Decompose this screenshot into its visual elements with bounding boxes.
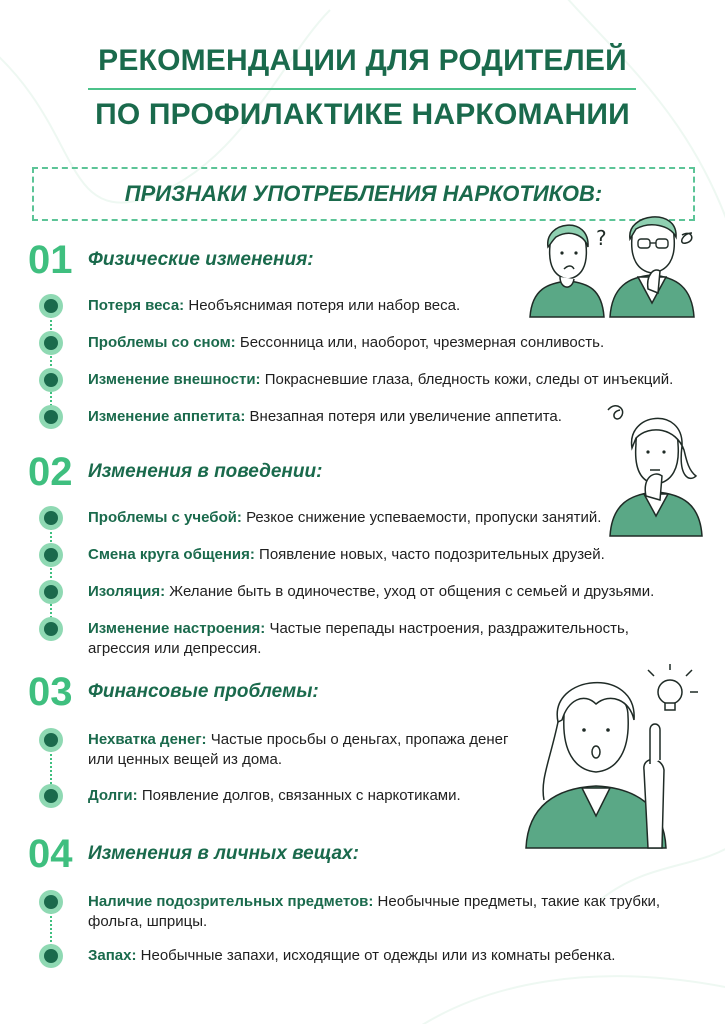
bullet-dot bbox=[39, 331, 63, 355]
thinking-woman-illustration bbox=[606, 398, 706, 538]
timeline-line bbox=[50, 912, 52, 946]
bullet-dot bbox=[39, 890, 63, 914]
banner-text: ПРИЗНАКИ УПОТРЕБЛЕНИЯ НАРКОТИКОВ: bbox=[124, 181, 603, 206]
bullet-dot bbox=[39, 543, 63, 567]
list-item: Изменение внешности: Покрасневшие глаза, бледность кожи, следы от инъекций. bbox=[88, 371, 674, 388]
bullet-dot bbox=[39, 728, 63, 752]
page-title-line-2: ПО ПРОФИЛАКТИКЕ НАРКОМАНИИ bbox=[95, 98, 630, 131]
section-number: 04 bbox=[28, 832, 73, 876]
bullet-dot bbox=[39, 944, 63, 968]
list-item: Запах: Необычные запахи, исходящие от одежды или из комнаты ребенка. bbox=[88, 947, 616, 964]
section-title: Изменения в поведении: bbox=[88, 461, 323, 482]
surprised-woman-idea-illustration bbox=[520, 660, 710, 850]
section-number: 03 bbox=[28, 670, 73, 714]
bullet-dot bbox=[39, 294, 63, 318]
section-title: Физические изменения: bbox=[88, 249, 314, 270]
page-title-line-1: РЕКОМЕНДАЦИИ ДЛЯ РОДИТЕЛЕЙ bbox=[98, 44, 627, 77]
title-divider bbox=[88, 88, 636, 90]
bullet-dot bbox=[39, 580, 63, 604]
list-item: Проблемы со сном: Бессонница или, наоборот, чрезмерная сонливость. bbox=[88, 334, 605, 351]
list-item: Проблемы с учебой: Резкое снижение успеваемости, пропуски занятий. bbox=[88, 509, 602, 526]
list-item: Наличие подозрительных предметов: Необычные предметы, такие как трубки, фольга, шприцы. bbox=[88, 893, 661, 930]
bullet-dot bbox=[39, 368, 63, 392]
section-title: Финансовые проблемы: bbox=[88, 681, 319, 702]
bullet-dot bbox=[39, 784, 63, 808]
section-title: Изменения в личных вещах: bbox=[88, 843, 359, 864]
list-item: Изменение аппетита: Внезапная потеря или увеличение аппетита. bbox=[88, 408, 562, 425]
list-item: Смена круга общения: Появление новых, часто подозрительных друзей. bbox=[88, 546, 605, 563]
worried-parents-illustration bbox=[526, 207, 698, 319]
list-item: Изменение настроения: Частые перепады настроения, раздражительность, агрессия или депрессия. bbox=[88, 620, 629, 657]
list-item: Долги: Появление долгов, связанных с наркотиками. bbox=[88, 787, 461, 804]
section-number: 01 bbox=[28, 238, 73, 282]
list-item: Потеря веса: Необъяснимая потеря или набор веса. bbox=[88, 297, 461, 314]
bullet-dot bbox=[39, 506, 63, 530]
section-number: 02 bbox=[28, 450, 73, 494]
bullet-dot bbox=[39, 405, 63, 429]
list-item: Изоляция: Желание быть в одиночестве, уход от общения с семьей и друзьями. bbox=[88, 583, 655, 600]
bullet-dot bbox=[39, 617, 63, 641]
list-item: Нехватка денег: Частые просьбы о деньгах, пропажа денег или ценных вещей из дома. bbox=[88, 731, 509, 768]
svg-text:?: ? bbox=[596, 226, 607, 250]
